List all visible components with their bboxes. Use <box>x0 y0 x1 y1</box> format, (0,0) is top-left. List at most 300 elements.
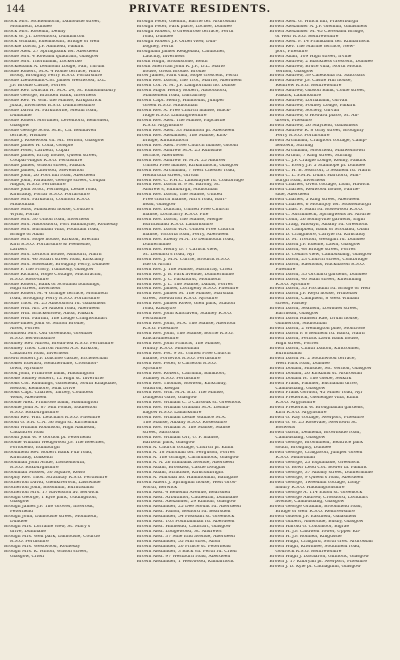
directory-entry-line: Brown Archibald, Craigfoot cottage, Camp- <box>269 138 367 143</box>
directory-entry-line: Brown Rev. Andrew W. M.A. 25 Andrew <box>136 158 226 163</box>
directory-entry-line: R.S.O. Ross-shire <box>10 277 49 282</box>
directory-entry-line: Ferry R.S.O. Forfarshire <box>275 133 330 138</box>
directory-entry-line: Boswells <box>275 426 296 431</box>
directory-entry-line: drews, Fifeshire <box>275 119 312 124</box>
directory-entry-line: Brown A. Church cottage, Church pl. Killin <box>136 445 234 450</box>
directory-entry-line: Brotherton Mrs. 17 Ravelston av. Berwick <box>4 490 99 495</box>
directory-entry-line: Brown Major Henry Robert, Abbotsford, <box>136 89 228 94</box>
directory-entry-line: Cadzhtrel road <box>10 431 44 436</box>
directory-entry-line: Broomhall Misses, 30 Square, Kelso <box>4 470 86 475</box>
directory-entry-line: Brotherton John, Bloomhill, Burntisland <box>4 485 94 490</box>
directory-entry-line: Brown C. J.P. Craigie Lodge, Kenny, Falkirk <box>269 158 366 163</box>
directory-entry-line: Brown Andrew, Society, Girvan <box>269 109 340 114</box>
directory-entry-line: Brown Gavin, Deanella, Brownside road, <box>269 431 361 436</box>
directory-entry-line: Brooke Sidney Robert, 12 High st. Inverurie <box>4 376 104 381</box>
directory-entry-line: Brown Hugh, Kilwinlee, Southfield road, <box>269 545 361 550</box>
directory-entry-line: Brown Rev. Peter, 6 Carleton R.S.O. <box>136 361 217 366</box>
directory-entry-line: Brown David J.P. Edenie, Lawn, Glasgow <box>269 242 361 247</box>
directory-entry-line: Broun Sherrcan John R. J.P., D.L. Marie <box>136 64 225 69</box>
directory-entry-line: Brown Alexander, 25 Dee Mount rd. Aberdeen <box>136 505 241 510</box>
directory-entry-line: street, Saltcoats <box>142 431 180 436</box>
directory-entry-line: Isle of Arran <box>142 262 171 267</box>
directory-entry-line: Brock Wilham, Edenmount, Bridge of Weir <box>4 39 100 44</box>
directory-entry-line: Brown Rev. William S. The Manse, Manse <box>136 426 231 431</box>
directory-entry-line: Kirkcaldy, Dalkeith <box>10 455 53 460</box>
directory-entry-line: Brody, Broughty Ferry B.S.O. Forfarshire <box>10 74 103 79</box>
directory-entry-line: Brown Archibald, Moorfield, Maxwelltown <box>269 148 365 153</box>
directory-entry-line: Brown Andrew, Pouney Lodge, Falkirk <box>269 104 356 109</box>
directory-entry-line: Brown Rev. John, The Manse, Borrie R.S.O. <box>136 332 234 337</box>
directory-entry-line: United Free manse, Kirkintilloch, Glasgow <box>142 163 239 168</box>
directory-entry-line: Barbour park, Glasgow <box>142 441 195 446</box>
directory-entry-line: Brown Frederick, Gleneagle villa, Killin <box>269 396 359 401</box>
directory-entry-line: Brown Robert J.P. Dalchoe castle, Ecclefechan <box>4 356 108 361</box>
directory-entry-line: Brown Alexander M. 45 Cleveland Bridge, <box>269 29 365 34</box>
directory-entry-line: Free church manse, Alti's road, Barr- <box>142 198 227 203</box>
directory-entry-line: Brown Rev. William C. 5 Carsouk st. Greenock <box>136 401 241 406</box>
directory-entry-line: Brown Alexander A. J.P. Glenhill, Galashiels <box>269 24 368 29</box>
directory-entry-line: R.S.O. Argyllshire <box>142 124 183 129</box>
directory-entry-line: Brough Mrs. Well park, Dalhousie, Courtie <box>4 535 101 540</box>
directory-entry-line: Brown Rev. J. M.A. Currie, Brodick R.S.O. <box>136 257 230 262</box>
directory-entry-line: house, Great Brodie. Brodie <box>142 69 206 74</box>
directory-entry-line: Brodie George Scott M.B., Ch. Bellhaven <box>4 128 97 133</box>
directory-entry-line: Brodie Robert, M.A. 4 Rome terrace, Ward <box>4 69 101 74</box>
directory-entry-line: R.S.O. Roxburghshire <box>10 411 59 416</box>
directory-entry-line: Brown Rev. William Leslie Wallace M.A. <box>136 416 227 421</box>
directory-entry-line: Brodie Mrs. Lettoch house, Ashburn, Nairn <box>4 252 102 257</box>
directory-entry-line: Brough Peter, Glenifit, Barrie ter. Ardrossan <box>136 20 236 24</box>
directory-entry-line: street, Paisley <box>275 302 308 307</box>
directory-entry-line: Brown Albert J. Springhill house, West Gros- <box>136 480 237 485</box>
directory-entry-line: Brough Mrs. Westwood, Rothesay <box>4 545 81 550</box>
directory-entry-line: Hendrutta street, Girvan <box>142 173 199 178</box>
directory-entry-line: terrace, Wishaw <box>10 133 47 138</box>
directory-entry-line: Brown Alexander, 55 Mill stret, Alloa <box>136 540 221 545</box>
directory-entry-line: Brookes Edward, Heatherdale, Crossmor- <box>4 361 99 366</box>
directory-entry-line: Brown Alexander, 20 Prince st. Peterhead <box>136 545 231 550</box>
directory-entry-line: Brocklebank A. Denholm Lodge, Fair, Thrum <box>4 64 105 69</box>
directory-entry-line: Bridge of Allan <box>10 232 44 237</box>
directory-entry-line: Brown David, Campbell, 8 West William <box>269 297 360 302</box>
directory-entry-line: side, Aberdeen <box>275 193 310 198</box>
directory-entry-line: Brodie Peter, Carbeth, Cupar <box>4 148 70 153</box>
directory-entry-line: The Manse, Albany R.S.O. Rosesshire <box>142 421 227 426</box>
directory-entry-line: Dundee <box>10 520 28 525</box>
directory-entry-line: Brodie John Scott, Fernleigh, Leslie road, <box>4 188 98 193</box>
directory-entry-line: Brown Rev. J. B. Park avenue, Dumfermline <box>136 272 235 277</box>
directory-entry-line: Brown David M. 2 Southwood terrace, <box>269 356 356 361</box>
directory-entry-line: Brown Hugh J. Davaaron, Giffnock, Glasgow <box>269 554 369 559</box>
directory-entry-line: Brown George, Craigavon, Juniper Green <box>269 450 363 455</box>
directory-entry-line: Brown H. J.P. Caldwell Tower, Upper Kil- <box>269 530 361 535</box>
directory-entry-line: Brown George, 37 Albany street, Dunfermline <box>269 470 373 475</box>
directory-entry-line: Renfrew R.S.O. Renfrewshire <box>275 84 342 89</box>
directory-entry-line: Brown David, 48 Bridge street, Forres <box>269 247 356 252</box>
directory-entry-line: niddry R.S.O. Haddingtonshire <box>275 485 345 490</box>
directory-entry-line: Brown Alex. Fallon, Bedford rd. Bearsden <box>136 510 231 515</box>
directory-entry-line: Gourock R.S.O. Renfrewshire <box>275 549 342 554</box>
directory-entry-line: Broom Rev. Wm. Leuchars R.S.O. Fifeshire <box>4 416 101 421</box>
directory-entry-line: terrace, Aberdeen <box>142 153 184 158</box>
directory-entry-line: Brown George Graham, Broomfield road, <box>269 505 363 510</box>
directory-entry-line: Burntisland R.S.O. Lanarkshire <box>142 223 213 228</box>
directory-entry-line: Brown Alex. G. Winch hill, Fraserburgh <box>269 20 359 24</box>
directory-entry-line: Brown Alex. Lodgewood, St. Andrews <box>136 530 222 535</box>
directory-entry-line: Brooks Capt. Charles, Tarbey, Countess <box>4 391 94 396</box>
directory-entry-line: Broom G. S.R. C.N. 36 High st. Kirriemuir <box>4 421 99 426</box>
directory-entry-line: Brown David, 23 Church street, Coatbridge <box>269 257 368 262</box>
directory-entry-line: Brodie Mrs. Rosedale, Broughty Ferry, Dundee <box>4 262 110 267</box>
directory-entry-line: Brown Andrew, Gibson Bank, Collie street, <box>269 89 366 94</box>
directory-entry-line: Brown David, 35 Piccadilli rd. Bridge of Weir <box>269 287 371 292</box>
directory-entry-line: Brodie John, 26 Foot hill road, Aberdeen <box>4 173 96 178</box>
directory-entry-line: Brown Charles, Ovelt cottage, Loan, Hawick <box>269 183 370 188</box>
directory-entry-line: street, Stewarton R.S.O. Ayrshire <box>142 297 218 302</box>
directory-entry-line: Brodie George, Bracken Bank, Inverness <box>4 94 96 99</box>
directory-entry-line: Bromley Rev. Alfred, Brean-lea R.S.O. Perthshire <box>4 341 114 346</box>
directory-entry-line: road, Dundee <box>142 34 174 39</box>
directory-entry-line: Brown D. M. Trettoh, Westgait rd. Dundee <box>269 237 365 242</box>
directory-entry-line: Dunblane <box>10 114 32 119</box>
directory-entry-line: Waldron, Kesgar <box>142 386 180 391</box>
directory-entry-line: Brown Rev. Thomas, Roswell, Kirkcaldy, <box>136 381 227 386</box>
directory-entry-line: Brown David, Seafield, Lowndes street, <box>269 307 359 312</box>
directory-entry-line: Brown Rev. David, The Manse, United <box>136 193 223 198</box>
directory-entry-line: Brown Alexander, 3 Back vil. Perth rd. Crieff <box>136 549 237 554</box>
directory-entry-line: Brown Andrew J.P. Castle Hill house, <box>269 79 352 84</box>
directory-entry-line: Ayrshire <box>142 366 162 371</box>
directory-entry-line: Brown David, Pettick Lawn Bank house, <box>269 337 360 341</box>
directory-entry-line: Brodie Wm. Brackenview, Alloa, Falkirk <box>4 312 94 317</box>
directory-entry-line: Brown David P. 8 Bellfield rd. Baird, Nairn <box>269 332 365 337</box>
directory-entry-line: Brown Rev. James Rowe, Glen park, Station <box>136 302 235 307</box>
directory-entry-line: Falkirk, Lanarkshire <box>275 94 322 99</box>
directory-entry-line: Brodie James, Erray house, Queen street, <box>4 153 98 158</box>
page-number: 144 <box>6 4 26 15</box>
directory-entry-line: Brock W. J.T. Levenford, Dumbarton <box>4 34 85 39</box>
directory-entry-line: Brown Col. A. M. J.P. Langforman ho. Dunse <box>136 84 236 89</box>
directory-entry-line: Brown Andrew, 26 Mayfield, Galashiels <box>269 124 358 129</box>
directory-entry-line: Brown Allan, 109 High street, Irvine <box>269 54 352 59</box>
directory-entry-line: Brown Rev. John Francis, The Manse, <box>136 341 222 346</box>
directory-entry-line: drive, Dunblane <box>10 530 46 535</box>
directory-entry-line: Brodie Wm. Fairhill, The Lodge Craiglockhart <box>4 317 108 322</box>
directory-entry-line: Dungeon Gate, Glasgow <box>142 396 197 401</box>
directory-entry-line: Cambuslang, Glasgow <box>275 386 326 391</box>
directory-entry-line: road, Broughty Ferry R.S.O. Forfarshire <box>10 297 100 302</box>
directory-entry-line: Brown Rev. J. C. Parkhurst, Monifieth <box>136 277 221 282</box>
directory-entry-line: head, Glasgow <box>142 203 176 208</box>
directory-entry-line: Brough Peter, Park place, Lochee, Dundee <box>136 24 232 29</box>
directory-entry-line: Brown Alex. Arbuthnot, Cathedral, Dunblane <box>136 495 238 500</box>
directory-entry-line: Brown Rev. Wm. M.A. B.D. The Manse, <box>136 391 225 396</box>
directory-entry-line: Brown Frank, Falnher, Buchanan drive, <box>269 381 359 386</box>
directory-entry-line: Brooks Col. Ruddings, Gatehead, South Knapdale, <box>4 381 118 386</box>
directory-entry-line: Broome Alex. Primrose bank, Haddington <box>4 401 98 406</box>
directory-entry-line: Brown Gilbert, Alderside, Busby, Glasgow <box>269 520 364 525</box>
directory-entry-line: Brodie Mrs. Abbotsford, Port Bannatyne, Rothesay <box>4 223 119 228</box>
column-3 <box>269 20 396 656</box>
directory-entry-line: Brow James, Park villa, Hope crescent, Perth <box>136 74 238 79</box>
directory-entry-line: Brough John, Dalhousie street, Monifieth, <box>4 515 98 520</box>
directory-entry-line: Brown Capt. Henry, Hillmount, Juniper <box>136 99 225 104</box>
directory-entry-line: Broomhall John Ackie, Lossiemouth, <box>4 460 86 465</box>
directory-entry-line: Brodie Mrs. 46 Stuart street road, Kirkcaldy <box>4 257 104 262</box>
directory-entry-line: Brown Rev. Archibald, 7 West Chester road, <box>136 168 236 173</box>
directory-entry-line: West Park road, Dundee <box>275 361 330 366</box>
directory-entry-line: Brown Andrew, 6 Howard place, St. An- <box>269 114 359 119</box>
directory-entry-line: Brown Rev. Robert, Cairnhill, Bankfoot, <box>136 371 226 376</box>
directory-entry-line: Brough Robert J.P. Orbel view, Dun- <box>136 39 217 44</box>
directory-entry-line: Brown Rev. David B. 9 M. Barony, St. <box>136 183 221 188</box>
directory-entry-line: Brown D. Craigmore, Carlyle rd. Kirkcaldy <box>269 232 366 237</box>
directory-entry-line: Brown Donald, Hillside, Mt. Vernon, Glasgow <box>269 366 372 371</box>
directory-entry-line: of Weir R.S.O. Renfrewshire <box>275 34 339 39</box>
directory-entry-line: manse, Lochcarry R.S.O. Fife <box>142 213 209 218</box>
directory-entry-line: Brown H. J.P. Ronilea, Kingussie <box>269 535 342 540</box>
directory-entry-line: Brotherton David, Glenkiverock, Lasswade <box>4 480 101 485</box>
directory-entry-line: Brown Rev. J. The Manse, Machrray, Crieff <box>136 267 233 272</box>
directory-entry-line: Brown Charles, 6 Mountjoy ter. Musselburgh <box>269 203 371 208</box>
directory-entry-line: Portobello, Edinburgh <box>10 445 60 450</box>
directory-entry-line: Brown G. Bowr Leod Cot. Bower la. Falkirk <box>269 465 367 470</box>
directory-entry-line: Brown A. A. 26 Elmbank avenue, Aberdeen <box>136 460 234 465</box>
directory-entry-line: Glasgow <box>10 500 30 505</box>
directory-entry-line: Brown G. W. 25 Rosevale, Newtown St. <box>269 421 358 426</box>
directory-entry-line: Brown Alex. 97 Westburn road, Aberdeen <box>136 554 231 559</box>
directory-entry-line: Cadzhtrel road, Inverness <box>10 351 69 356</box>
directory-entry-line: Brough Mrs. Lorraine view, St. Mary's <box>4 525 91 530</box>
directory-entry-line: Brodie Rev. W. Wm. the Manse, Kirkpatrick <box>4 99 102 104</box>
directory-entry-line: Brown J. D. Kyle pl. Cathaglinn, Glasgow <box>269 564 361 569</box>
directory-entry-line: Brodie Mrs. Thornbank, Lockerbie <box>4 59 82 64</box>
directory-entry-line: Brown Andrew, Lornabank, Girvan <box>269 99 348 104</box>
directory-entry-line: Brown David J.P. Reyd house, Whitelaw <box>269 292 358 297</box>
directory-entry-line: Brophy Rev. Thos. Strathtay R.S.O. Perthshire <box>4 475 108 480</box>
directory-entry-line: Brown Andrew R. 8 Gray street, Broughty <box>269 128 364 133</box>
directory-entry-line: Brown George, 9 Queen's road, Aberdeen <box>269 475 364 480</box>
directory-entry-line: Stanley R.S.O. Perthshire <box>142 376 200 381</box>
directory-entry-line: Brodie Alex. 27 Springbank ter. Aberdeen <box>4 49 99 54</box>
directory-entry-line: Brockie David, J.P. Annfield, Falkirk <box>4 44 84 49</box>
directory-entry-line: Green R.S.O. Midlothian <box>142 104 198 109</box>
directory-entry-line: Brown Rev. William Orr, U. F. manse, <box>136 436 220 441</box>
directory-entry-line: Brown Rev. James, Lochgelly R.S.O. Fifeshire <box>136 287 239 292</box>
directory-entry-line: Brown Alex. 103 Fountainhall rd. Aberdeen <box>136 520 235 525</box>
directory-entry-line: J.P. Brodie Castle, Forres <box>10 84 66 89</box>
directory-entry-line: Angus, R.S.O. Perthshire <box>10 183 66 188</box>
directory-entry-line: burgh road, Inverness <box>275 178 326 183</box>
directory-entry-line: Brown C. H. B. Seacroft, 5 Seafield rd. Nairn <box>269 168 371 173</box>
directory-entry-line: Broom William Robinson, High Aaknead, <box>4 426 96 431</box>
directory-entry-line: Brodie Robert M. 4 Grange terrace, Monifieth <box>4 292 108 297</box>
directory-entry-line: bogney, Perth <box>142 44 174 49</box>
directory-entry-line: Brown Rev. Andrew M.A. 25 Rubislaw <box>136 148 223 153</box>
directory-entry-line: Brown Andrew, 39 Caledonia rd. Saltcoats <box>269 74 365 79</box>
directory-entry-line: Larbert <box>10 247 28 252</box>
directory-entry-line: Brodie Richard, Hope Cottage, Muchrachd, <box>4 272 102 277</box>
directory-entry-line: Brodie Mrs. Hope house, Kirkton, Brechin <box>4 237 99 242</box>
directory-entry-line: Brown Rev. Alexander, The Manse, Kirk- <box>136 133 228 138</box>
directory-entry-line: Brough George, 1 Kyle park, Uddingston, <box>4 495 98 500</box>
directory-entry-line: Brown Charles, Redwood house, Fairlie- <box>269 188 360 193</box>
directory-entry-line: Lauchly, Inverness <box>142 54 185 59</box>
directory-entry-line: south, Broughty, Dundee <box>275 445 332 450</box>
directory-entry-line: Brown Rev. John Kinclaven, Stanley R.S.O. <box>136 312 233 317</box>
directory-entry-line: Brough Robert, 6 Greenrose terrace, Perth <box>136 29 234 34</box>
directory-entry-line: bridge, Kirkintilloch <box>142 138 189 143</box>
directory-entry-line: ridge R.S.O. Linlithgowshire <box>142 114 207 119</box>
directory-entry-line: Brougham James Redgelald, Calubthel, <box>136 49 226 54</box>
column-2 <box>137 20 264 656</box>
directory-entry-line: Brown J. 17 Kilbryan pl. Newport, Fifeshire <box>269 559 368 564</box>
directory-entry-line: Brown Rev. The Marine terrace, New- <box>269 44 355 49</box>
directory-entry-line: Brown Colin, 26 Bonnyville gardens, Elgin <box>269 218 365 223</box>
directory-entry-line: High street, Forres <box>275 341 319 346</box>
directory-entry-line: Brown Chas. P. Main rd. Rosewood R.S.O. <box>269 208 364 213</box>
directory-entry-line: Brodie Mrs. 30 Union road, Inverness <box>4 218 90 223</box>
directory-entry-line: Brown A. Marsaal ho. Hamiltonhill, Bathgate <box>136 475 239 480</box>
directory-entry-line: Broom John W. 9 Gordon pl. Peterhead <box>4 436 91 441</box>
directory-entry-line: Andrew's, Edinburgh, Midlothian <box>142 188 218 193</box>
directory-entry-line: Brown David, 2 Wellington pine, Montrose <box>269 327 366 332</box>
directory-entry-line: Brown Rev. Alex. 33 Hamilton pl. Aberdeen <box>136 128 235 133</box>
directory-entry-line: Barrhead, Glasgow <box>275 312 319 317</box>
directory-entry-line: R.S.O. Fifeshire <box>142 327 178 332</box>
directory-entry-line: Monifieth, Dundee <box>10 24 52 29</box>
directory-entry-line: Bromley Thos. Carron Alfred A.S. Kirkton, <box>4 346 99 351</box>
directory-entry-line: Brown Adam, Strathsie, Kirkcudbright <box>136 470 224 475</box>
directory-entry-line: Brock Mrs. Rosehill, Denny <box>4 29 66 34</box>
directory-entry-line: Brown Alex. Hillheidd, Cathcart, Glasgow <box>136 525 231 530</box>
directory-entry-line: Glasgow, Crieff <box>10 554 45 559</box>
directory-entry-line: Brown Charles, 5 King street, Aberdeen <box>269 198 360 203</box>
directory-entry-line: Brodie Robert Mortimer, Levenford, Bearsden, <box>4 119 110 124</box>
directory-entry-line: Brown Adam, Brooklea, Castle Douglas <box>136 465 226 470</box>
directory-entry-line: Brown C. Every J.P. 5 Stanhope pl. Dundee <box>269 163 366 168</box>
directory-entry-line: Wynd, Forfar <box>10 213 40 218</box>
directory-entry-line: Brown David, Clinth Dalton, Kirkconnel, <box>269 346 361 351</box>
directory-entry-line: Brown Frank Gordon, 45 Miller road, Ayr <box>269 391 363 396</box>
directory-entry-line: Brown Rev. David, The Trot, Marrie, Aberdeen <box>136 79 242 84</box>
directory-entry-line: Brown Rev. David, The Manse, Meigle <box>136 218 223 223</box>
directory-entry-line: R.S.O. Berwickshire <box>10 337 55 341</box>
directory-entry-line: Brodie James W. Coila, Golspie <box>4 143 74 148</box>
directory-entry-line: Brown David, 35 Orchard gardens, Dundee <box>269 272 367 277</box>
directory-entry-line: Brown D. Campbell, Bank of Scotland, Oban <box>269 228 370 233</box>
directory-entry-line: beltown, Stirling <box>275 143 314 148</box>
directory-entry-line: R.S.O. Perthshire <box>10 540 49 545</box>
directory-entry-line: Brodie Rev. Duncan H. M.A. 24, St. Edmundsbury <box>4 89 117 94</box>
directory-entry-line: Broun Hugh, Broadstone, Beith <box>136 59 208 64</box>
directory-entry-line: Wells, Aberdeen <box>10 396 47 401</box>
directory-entry-line: Brodie John, Paradise, George street, Coupar <box>4 178 106 183</box>
directory-entry-line: port, Fifeshire <box>275 49 308 54</box>
directory-entry-line: Reston, Kenmore, Milk Drive <box>10 386 76 391</box>
directory-entry-line: Brown David, Raeholds, Ruckhaven R.S.O. <box>269 262 365 267</box>
directory-entry-line: R.S.O. Midlothian <box>275 455 316 460</box>
directory-entry-line: Brown Craig, Rhoslyn, Albany rd. Greenock <box>269 223 368 228</box>
directory-entry-line: Brown Harold G. Coltsmoor, Bigrae <box>269 525 350 530</box>
directory-entry-line: Brown Alex. 4 Bellehill Avenue, Bearsden <box>136 490 231 495</box>
directory-entry-line: Huntly R.S.O. Midlothian <box>142 346 200 351</box>
directory-entry-line: Coupar-Angus R.S.O. Perthshire <box>10 158 83 163</box>
directory-entry-line: Brown Hugh, Craigard, Sorth cres. Ardrossan <box>269 540 373 545</box>
directory-entry-line: Brodie James, Wilson street, Falkirk <box>4 163 86 168</box>
directory-entry-line: Broomfield Rev. Robert Bank Pub road, <box>4 450 93 455</box>
directory-entry-line: Brown Andrew, 2 Blackness crescent, Dundee <box>269 59 373 64</box>
directory-entry-line: Brodie James, Linwood, Stevenston <box>4 168 84 173</box>
directory-entry-line: Brown Rev. A. Free Church manse, Black- <box>136 109 231 114</box>
directory-entry-line: Brown Alex. Alexander, 29 Kilmuir, Glasgow <box>136 500 236 505</box>
directory-entry-line: Brown Donald H. The Glebe, Selkirk <box>269 376 352 381</box>
directory-entry-line: Brodie Thos. M. 25 Abbotsford rd. Galashiels <box>4 302 106 307</box>
directory-entry-line: manse, Forteviot R.S.O. Perthshire <box>142 356 221 361</box>
directory-entry-line: Peterhead <box>10 510 33 515</box>
directory-entry-line: Brown D. Cedars view, Cambuslang, Glasgow <box>269 252 372 257</box>
directory-entry-line: R.S.O. Argyllshire <box>275 401 316 406</box>
directory-entry-line: Brown George Andrew, Crossford, Lockhart <box>269 495 369 500</box>
directory-entry-line: R.S.O. Roxburghshire <box>10 465 59 470</box>
directory-entry-line: Brodie Mrs. Parkburn, Colinton R.S.O. <box>4 198 91 203</box>
directory-entry-line: Brown Alexander, 54 Pleasant st. Greenock <box>136 515 235 520</box>
directory-entry-line: Brodie Wm. Arr. 24 Aitken road, Aberdeen <box>4 307 100 312</box>
directory-entry-line: town, Ayrshire <box>10 366 43 371</box>
directory-entry-line: Brown Frederick W. Broughallan gardens, <box>269 406 365 411</box>
directory-entry-line: Brown Rev. Ebeny M.A. 10 Denmouth road, <box>136 237 235 242</box>
directory-entry-line: Brown George, Broomfield, Beatrice park <box>269 441 363 446</box>
directory-entry-line: Brock Mrs. McBlendorm, Dalhousie street, <box>4 20 101 24</box>
directory-entry-line: Brodie P. The Priory, Tullibody, Glasgow <box>4 267 94 272</box>
directory-entry-line: St. Leonard's road, Ayr <box>142 252 195 257</box>
directory-entry-line: Brown Alex. 37 Mile End avenue, Aberdeen <box>136 535 235 540</box>
directory-entry-line: Cambuslang, Glasgow <box>275 436 326 441</box>
directory-entry-line: Brown George A. 114 Eldon st. Greenock <box>269 490 363 495</box>
directory-entry-line: High street, Inverness <box>10 287 61 292</box>
directory-entry-line: R.S.O. Ayrshire <box>275 282 310 287</box>
directory-entry-line: Vernon, Glasgow <box>275 69 314 74</box>
directory-entry-line: Brown Alex. F. 14 Frankland ter. Kilmarnock <box>269 39 370 44</box>
directory-entry-line: hagow R.S.O. Lanarkshire <box>142 411 202 416</box>
directory-entry-line: Brown Rev. Alex. The Manse, Papcastle <box>136 119 226 124</box>
directory-entry-line: Brodie David M. Parkthorne, Methil road, <box>4 109 98 114</box>
directory-entry-line: Brough Mrs. K. Hilton, Wilson street, <box>4 549 88 554</box>
directory-entry-line: Brown Rev. James M. The Manse, Marshall <box>136 292 234 297</box>
directory-entry-line: Bridge of Weir R.S.O. Renfrewshire <box>275 510 355 515</box>
directory-entry-line: Broome John A. 87 Mill Ponds, Eddleston <box>4 406 97 411</box>
directory-entry-line: Brown Gideon J.P. Eastfield, Galashiels <box>269 515 357 520</box>
page-title: PRIVATE RESIDENTS. <box>128 4 272 15</box>
directory-entry-line: Brown Rev. William Graham M.A. Lesma- <box>136 406 230 411</box>
directory-entry-line: Brown Rev. J. L. The Manse, Dallas, Forres <box>136 282 233 287</box>
directory-entry-line: Brown Alexander, 1 Westwood, Kilmarnock <box>136 559 234 564</box>
directory-entry-line: Glasgow <box>10 124 30 129</box>
directory-entry-line: Brown Arthur, 7 King street, Stirling <box>269 153 352 158</box>
directory-entry-line: Brown A. The Grange, Carmunnock, Glasgow <box>136 455 239 460</box>
directory-entry-line: Alves, Forres <box>10 327 40 332</box>
directory-entry-line: Kirkcaldy, Forfar R.S.O. Forfarshire <box>10 193 90 198</box>
directory-entry-line: Broome William Wedgwood J.P. The Beeches, <box>4 441 106 446</box>
directory-entry-line: Brown George, 23 Esplanade, Greenock <box>269 460 360 465</box>
directory-entry-line: Fifeshire <box>275 267 296 272</box>
directory-entry-line: Burntisland <box>275 351 302 356</box>
directory-entry-line: manse, Victoria road, Perry, Aberdeen <box>142 232 229 237</box>
directory-entry-line: Bromfield Mrs. Old Greendon, Grenlaw <box>4 332 93 337</box>
directory-entry-line: Kincardineshire <box>142 337 179 341</box>
column-1 <box>4 20 131 656</box>
directory-entry-line: Brodie J. Rosewood vil. Mt. Vernon, Glasgow <box>4 138 105 143</box>
